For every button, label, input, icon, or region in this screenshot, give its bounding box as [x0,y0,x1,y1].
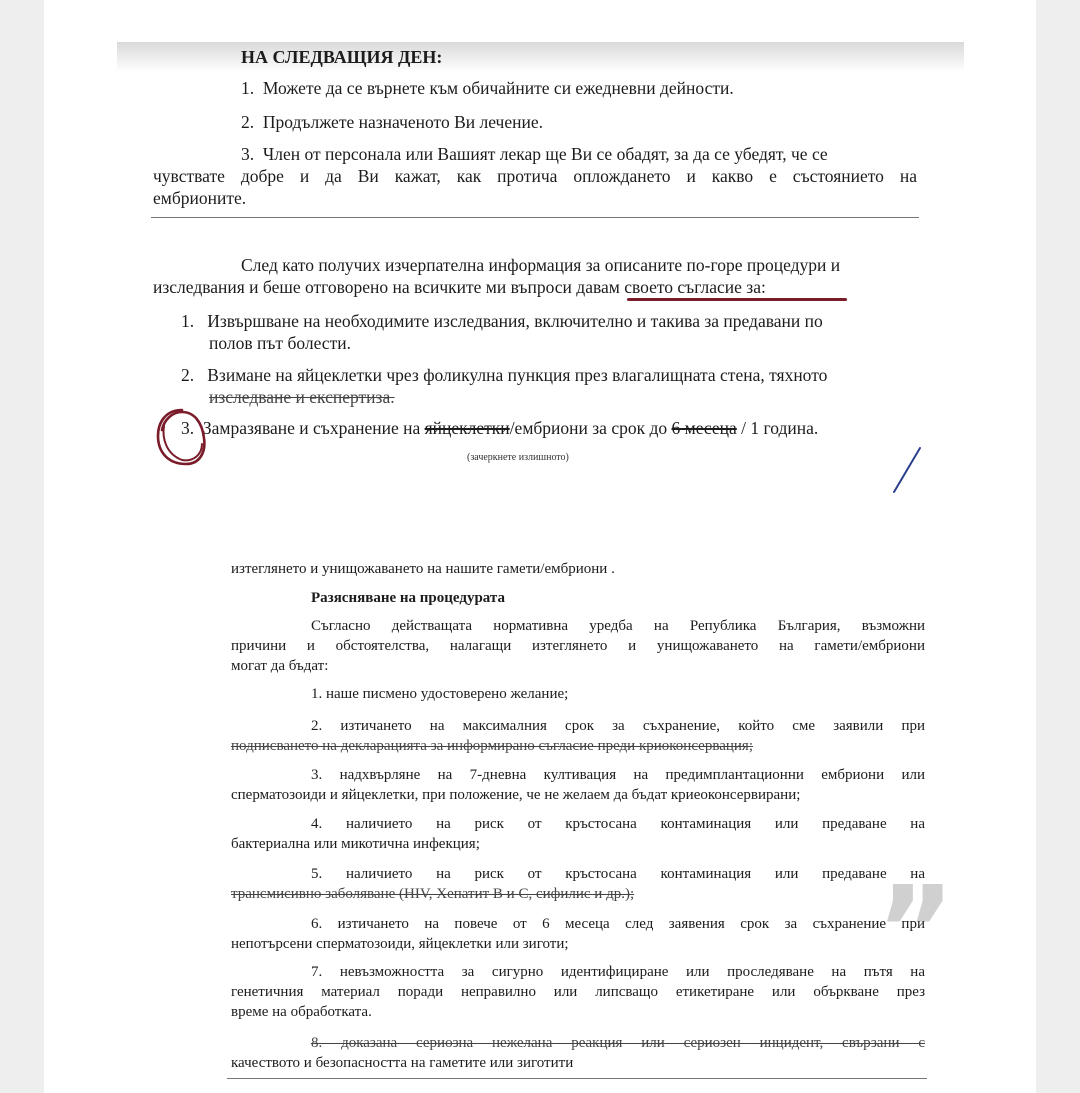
pen-slash-mark [888,444,928,496]
reason-item: 1. наше писмено удостоверено желание; [311,686,569,702]
struck-eggs: яйцеклетки [424,418,510,438]
quote-mark-icon: ” [876,862,955,1001]
document-scan-2: изтеглянето и унищожаването на нашите гамети/ембриони . Разясняване на процедурата Съгласно действащата нормативна уредба на Република България, възможни причини и обстоятелства, налагащи изтеглянето и унищожаването на гамети/ембриони могат да бъдат: 1. наше писмено удостоверено желание; 2. изтичането на максималния срок за съхранение, който сме заявили при подписването на декларацията за информирано съгласие преди криоконсервация; 3. надхвърляне на 7-дневна култивация на предимплантационни ембриони или сперматозоиди и яйцеклетки, при положение, че не желаем да бъдат криеоконсервирани; 4. наличието на риск от кръстосана контаминация или предаване на бактериална или микотична инфекция; 5. наличието на риск от кръстосана контаминация или предаване на трансмисивно заболяване (HIV, Хепатит B и C, сифилис и др.); 6. изтичането на повече от 6 месеца след заявения срок за съхранение при непотърсени сперматозоиди, яйцеклетки или зиготи; 7. невъзможността за сигурно идентифициране или проследяване на пътя на генетичния материал поради неправилно или липсващо етикетиране или объркване през време на обработката. 8. доказана сериозна нежелана реакция или сериозен инцидент, свързани с качеството и безопасността на гаметите или зиготити [117,556,964,1093]
pen-underline [627,298,847,301]
divider [151,217,919,218]
top-line: изтеглянето и унищожаването на нашите гамети/ембриони . [231,561,615,577]
section-heading: НА СЛЕДВАЩИЯ ДЕН: [241,47,443,67]
document-scan-1: НА СЛЕДВАЩИЯ ДЕН: 1. Можете да се върнете към обичайните си ежедневни дейности. 2. Продължете назначеното Ви лечение. 3. Член от персонала или Вашият лекар ще Ви се обадят, за да се убедят, че се чувствате добре и да Ви кажат, как протича оплождането и какво е състоянието на ембрионите. След като получих изчерпателна информация за описаните по-горе процедури и изследвания и беше отговорено на всичките ми въпроси давам своето съгласие за: 1. Извършване на необходимите изследвания, включително и такива за предавани по полов път болести. 2. Взимане на яйцеклетки чрез фоликулна пункция през влагалищната стена, тяхното изследване и експертиза. 3. Замразяване и съхранение на яйцеклетки/ембриони за срок до 6 месеца / 1 година. (зачеркнете излишното) [117,42,964,494]
section-heading: Разясняване на процедурата [311,590,505,606]
list-item-1: 1. Можете да се върнете към обичайните си ежедневни дейности. [241,78,734,98]
divider [227,1078,927,1079]
consent-item-3: 3. Замразяване и съхранение на яйцеклетки/ембриони за срок до 6 месеца / 1 година. [181,418,819,438]
pen-circle-mark [152,404,212,470]
struck-six-months: 6 месеца [671,418,737,438]
instruction-note: (зачеркнете излишното) [467,452,569,463]
consent-phrase: давам своето съгласие за: [576,277,766,297]
list-item-2: 2. Продължете назначеното Ви лечение. [241,112,544,132]
